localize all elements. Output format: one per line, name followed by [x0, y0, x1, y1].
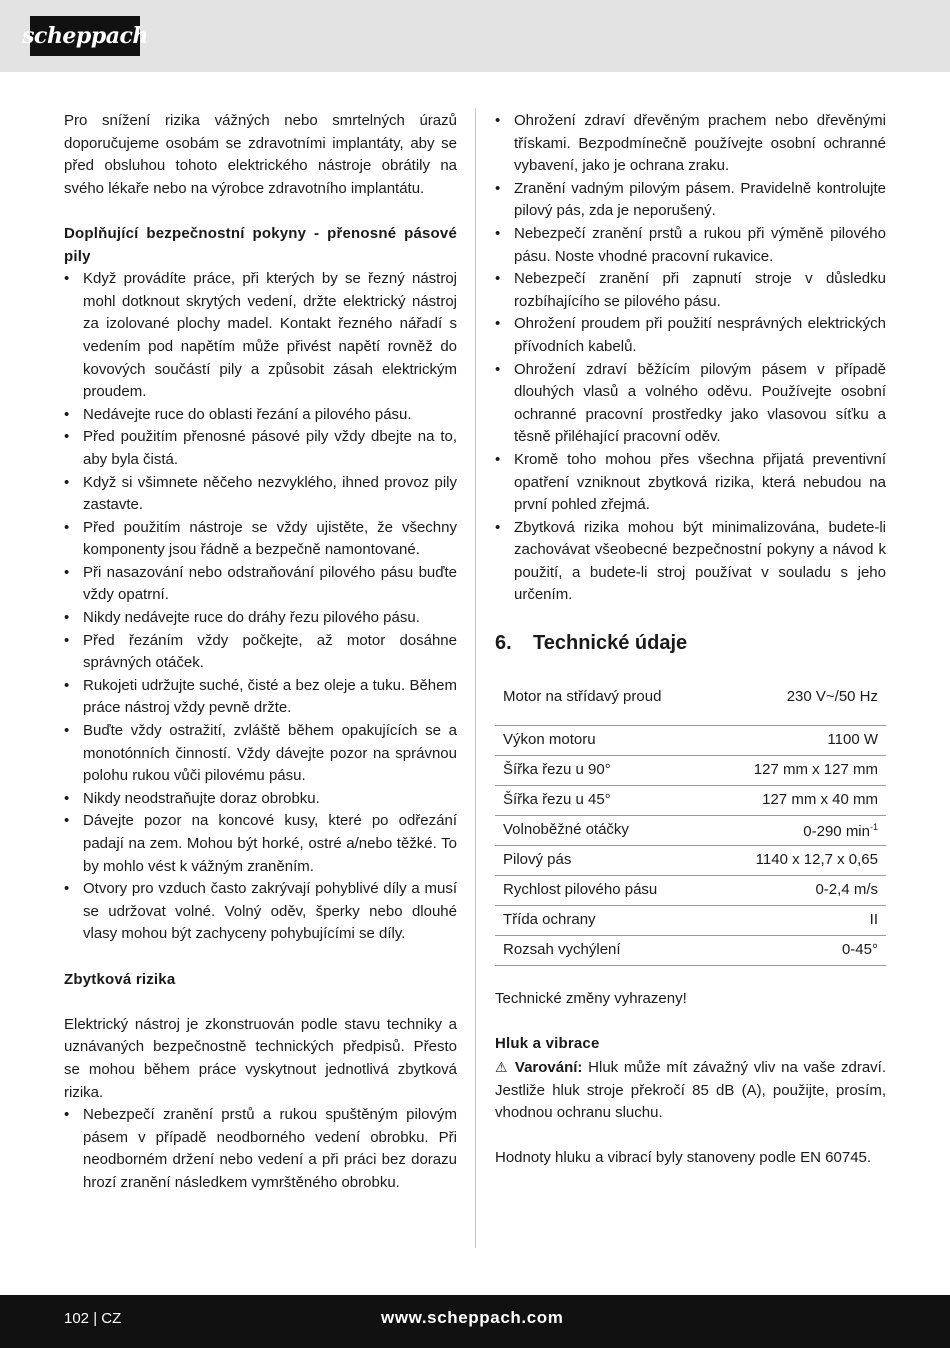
list-item: • Zranění vadným pilovým pásem. Pravidelně kontrolujte pilový pás, zda je neporušený.: [495, 178, 886, 223]
table-row: [495, 935, 886, 965]
intro-paragraph: Pro snížení rizika vážných nebo smrtelných úrazů doporučujeme osobám se zdravotními implantáty, aby se před obsluhou tohoto elektrického nástroje obrátily na svého lékaře nebo na výrobce zdravotního implantátu.: [64, 112, 457, 197]
list-item: • Když si všimnete něčeho nezvyklého, ihned provoz pily zastavte.: [64, 472, 457, 517]
table-row: [495, 845, 886, 875]
list-item: • Nedávejte ruce do oblasti řezání a pilového pásu.: [64, 404, 457, 427]
left-column: [64, 110, 457, 1195]
section-number: 6.: [495, 632, 512, 655]
list-item: • Dávejte pozor na koncové kusy, které po odřezání padají na zem. Mohou být horké, ostré a/nebo těžké. To by mohlo vést k vážným zraněním.: [64, 810, 457, 878]
table-spacer: [495, 717, 886, 725]
spec-label: Výkon motoru: [495, 725, 712, 755]
spec-value: 0-2,4 m/s: [712, 875, 886, 905]
column-divider: [475, 108, 476, 1248]
spec-label: Šířka řezu u 45°: [495, 785, 712, 815]
language-code: CZ: [101, 1310, 122, 1327]
list-item: • Nebezpečí zranění při zapnutí stroje v důsledku rozbíhajícího se pilového pásu.: [495, 268, 886, 313]
list-item: • Před řezáním vždy počkejte, až motor dosáhne správných otáček.: [64, 630, 457, 675]
noise-heading: Hluk a vibrace: [495, 1035, 600, 1053]
spec-value: 127 mm x 40 mm: [712, 785, 886, 815]
footer-bar: [0, 1295, 950, 1348]
warning-text: Hluk může mít závažný vliv na vaše zdraví. Jestliže hluk stroje překročí 85 dB (A), použijte, prosím, vhodnou ochranu sluchu.: [495, 1058, 886, 1122]
list-item: • Ohrožení zdraví dřevěným prachem nebo dřevěnými třískami. Bezpodmínečně používejte osobní ochranné vybavení, jako je ochrana zraku.: [495, 110, 886, 178]
right-column: [495, 110, 886, 1170]
list-item: • Kromě toho mohou přes všechna přijatá preventivní opatření vzniknout zbytková rizika, která nebudou na první pohled zřejmá.: [495, 449, 886, 517]
spec-value: 0-45°: [712, 935, 886, 965]
spec-label: Rychlost pilového pásu: [495, 875, 712, 905]
residual-list: [64, 1104, 457, 1194]
residual-list-continued: [495, 110, 886, 607]
list-item: • Nebezpečí zranění prstů a rukou spuštěným pilovým pásem v případě neodborného vedení obrobku. Při neodborném držení nebo vedení a při práci bez dorazu hrozí zranění následkem vymrštěného obrobku.: [64, 1104, 457, 1194]
table-row: [495, 875, 886, 905]
list-item: • Otvory pro vzduch často zakrývají pohyblivé díly a musí se udržovat volné. Volný oděv, šperky nebo dlouhé vlasy mohou být zachyceny pohybujícími se díly.: [64, 878, 457, 946]
spec-label: Třída ochrany: [495, 905, 712, 935]
list-item: • Když provádíte práce, při kterých by se řezný nástroj mohl dotknout skrytých vedení, držte elektrický nástroj za izolované plochy madel. Kontakt řezného nářadí s vedením pod napětím může přivést napětí rovněž do kovových součástí pily a způsobit zásah elektrickým proudem.: [64, 268, 457, 404]
list-item: • Rukojeti udržujte suché, čisté a bez oleje a tuku. Během práce nástroj vždy pevně držte.: [64, 675, 457, 720]
spec-value: 230 V~/50 Hz: [786, 687, 878, 705]
list-item: • Nebezpečí zranění prstů a rukou při výměně pilového pásu. Noste vhodné pracovní rukavice.: [495, 223, 886, 268]
spec-label: Rozsah vychýlení: [495, 935, 712, 965]
list-item: • Buďte vždy ostražití, zvláště během opakujících se a monotónních činností. Vždy dávejte pozor na správnou polohu rukou vůči pilovému pásu.: [64, 720, 457, 788]
table-row: [495, 785, 886, 815]
spec-value: 127 mm x 127 mm: [712, 755, 886, 785]
list-item: • Při nasazování nebo odstraňování pilového pásu buďte vždy opatrní.: [64, 562, 457, 607]
spec-label: Motor na střídavý proud: [503, 687, 662, 705]
list-item: • Ohrožení zdraví běžícím pilovým pásem v případě dlouhých vlasů a volného oděvu. Používejte osobní ochranné pracovní prostředky jako vlasovou síťku a těsně přiléhající pracovní oděv.: [495, 359, 886, 449]
brand-logo: scheppach: [30, 16, 140, 56]
residual-paragraph: Elektrický nástroj je zkonstruován podle stavu techniky a uznávaných bezpečnostně technických předpisů. Přesto se mohou během práce vyskytnout jednotlivá zbytková rizika.: [64, 1015, 457, 1101]
header-band: [0, 0, 950, 72]
list-item: • Zbytková rizika mohou být minimalizována, budete-li zachovávat všeobecné bezpečnostní pokyny a návod k použití, a budete-li stroj používat v souladu s jeho určením.: [495, 517, 886, 607]
tech-note: Technické změny vyhrazeny!: [495, 990, 687, 1008]
list-item: • Ohrožení proudem při použití nesprávných elektrických přívodních kabelů.: [495, 313, 886, 358]
list-item: • Před použitím nástroje se vždy ujistěte, že všechny komponenty jsou řádně a bezpečně namontované.: [64, 517, 457, 562]
warning-label: Varování:: [514, 1058, 583, 1076]
table-row: [495, 755, 886, 785]
warning-paragraph: [495, 1056, 886, 1125]
tech-specs-table: [495, 677, 886, 966]
page-indicator: [64, 1310, 121, 1327]
section-title-text: Technické údaje: [533, 632, 688, 655]
list-item: • Nikdy nedávejte ruce do dráhy řezu pilového pásu.: [64, 607, 457, 630]
spec-label: Pilový pás: [495, 845, 712, 875]
standard-paragraph: Hodnoty hluku a vibrací byly stanoveny podle EN 60745.: [495, 1149, 872, 1167]
spec-label: Šířka řezu u 90°: [495, 755, 712, 785]
page-number: 102: [64, 1310, 90, 1327]
spec-value-superscript: -1: [869, 822, 878, 833]
website-link[interactable]: www.scheppach.com: [381, 1308, 564, 1327]
table-row: [495, 905, 886, 935]
safety-heading: Doplňující bezpečnostní pokyny - přenosné pásové pily: [64, 224, 457, 265]
residual-heading: Zbytková rizika: [64, 970, 176, 988]
spec-value: 1100 W: [712, 725, 886, 755]
spec-value: II: [712, 905, 886, 935]
table-row: [495, 815, 886, 845]
warning-triangle-icon: ⚠: [495, 1058, 510, 1075]
spec-value: 0-290 min: [803, 823, 870, 841]
table-row: [495, 725, 886, 755]
spec-value: 1140 x 12,7 x 0,65: [712, 845, 886, 875]
page-separator: |: [93, 1310, 98, 1327]
list-item: • Před použitím přenosné pásové pily vždy dbejte na to, aby byla čistá.: [64, 426, 457, 471]
spec-label: Volnoběžné otáčky: [495, 815, 712, 845]
spec-value-cell: [712, 815, 886, 845]
safety-list: [64, 268, 457, 946]
section-title: [495, 629, 886, 657]
list-item: • Nikdy neodstraňujte doraz obrobku.: [64, 788, 457, 811]
table-row: [495, 677, 886, 717]
